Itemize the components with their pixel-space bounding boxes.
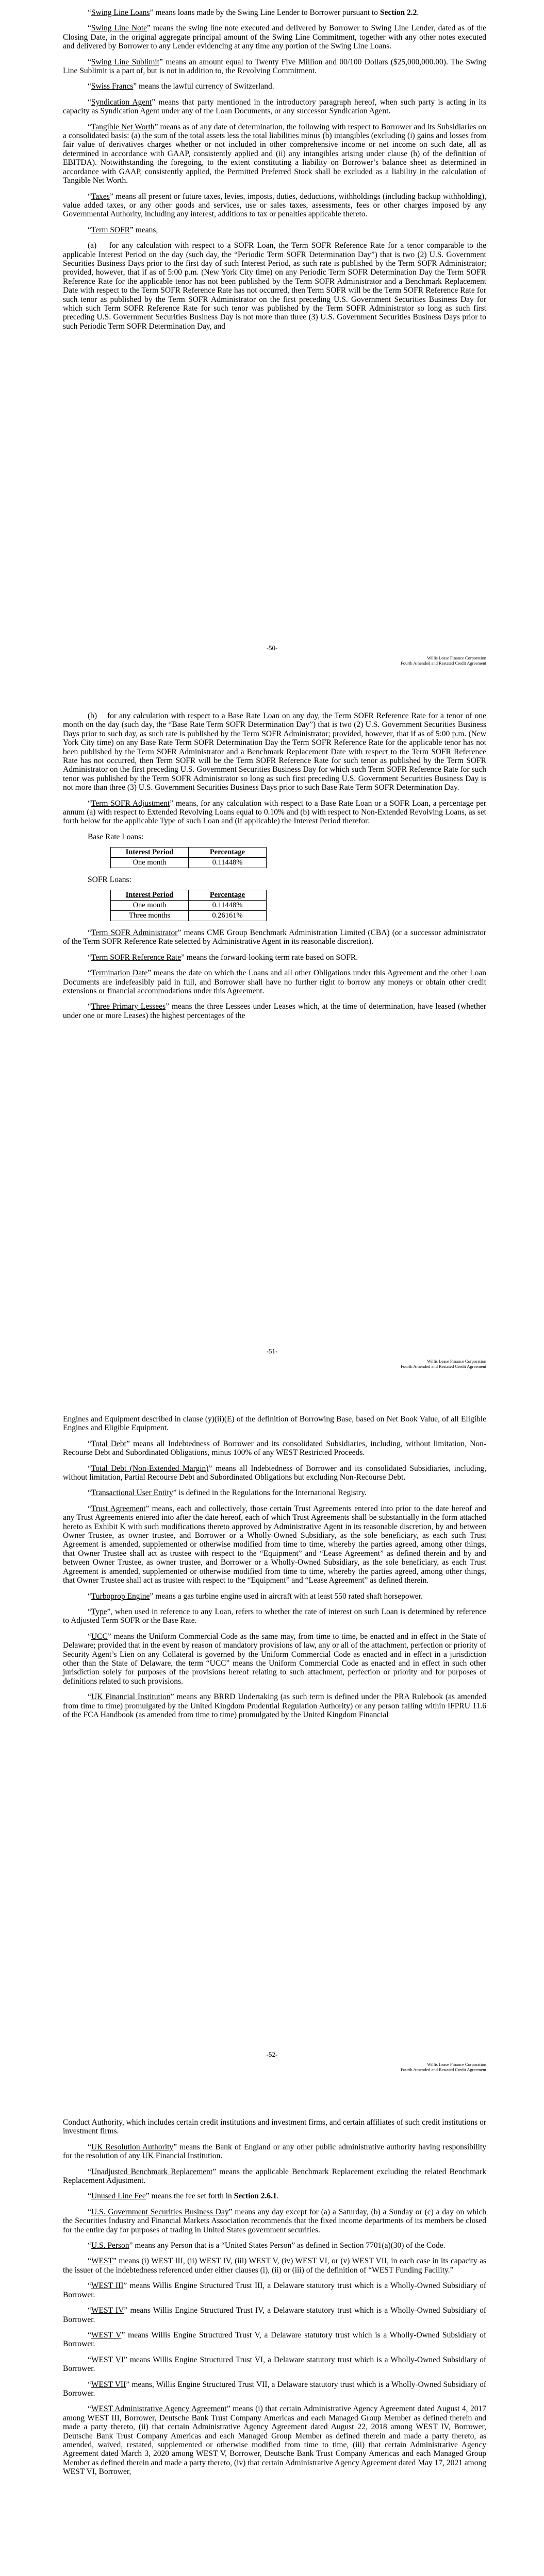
definition: “Term SOFR” means, <box>88 225 158 234</box>
page-footer <box>401 1359 486 1369</box>
definition: “Unadjusted Benchmark Replacement” means the applicable Benchmark Replacement excluding the related Benchmark Replacement Adjustment. <box>63 2167 486 2185</box>
definition: “WEST IV” means Willis Engine Structured Trust IV, a Delaware statutory trust which is a Wholly-Owned Subsidiary of Borrower. <box>63 2306 486 2324</box>
sub-paragraph <box>63 241 486 331</box>
defined-term: WEST VI <box>91 2355 124 2364</box>
definition: “Type”, when used in reference to any Loan, refers to whether the rate of interest on such Loan is determined by reference to Adjusted Term SOFR or the Base Rate. <box>63 1607 486 1625</box>
definition: “U.S. Government Securities Business Day” means any day except for (a) a Saturday, (b) a Sunday or (c) a day on which the Securities Industry and Financial Markets Association recommends that the fixed income departments of its members be closed for the entire day for purposes of trading in United States government securities. <box>63 2207 487 2234</box>
defined-term: Term SOFR Administrator <box>91 928 178 937</box>
definition-end: . <box>417 8 419 17</box>
defined-term: Swing Line Sublimit <box>91 57 160 66</box>
defined-term: Swing Line Note <box>91 24 147 33</box>
table-header-row <box>111 847 267 857</box>
table-cell: 0.11448% <box>189 900 267 910</box>
defined-term: WEST Administrative Agency Agreement <box>91 2404 227 2414</box>
paragraph-text: Conduct Authority, which includes certain credit institutions and investment firms, and certain affiliates of such credit institutions or investment firms. <box>63 2118 486 2136</box>
section-reference: Section 2.2 <box>380 8 417 17</box>
sub-paragraph <box>63 711 486 792</box>
table-label: Base Rate Loans: <box>88 832 144 841</box>
table-header-cell: Percentage <box>189 890 267 900</box>
page-footer <box>401 2062 486 2072</box>
definition: “WEST” means (i) WEST III, (ii) WEST IV, (iii) WEST V, (iv) WEST VI, or (v) WEST VII, in each case in its capacity as the issuer of the indebtedness referenced under either clauses (i), (ii) or (iii) of the definition of “WEST Funding Facility.” <box>63 2257 486 2275</box>
definition-text: is defined in the Regulations for the International Registry. <box>176 1488 367 1498</box>
footer-line: Willis Lease Finance Corporation <box>427 655 486 660</box>
definition-text: means any BRRD Undertaking (as such term is defined under the PRA Rulebook (as amended from time to time) promulgated by the United Kingdom Prudential Regulation Authority) or any person falling within IFPRU 11.6 of the FCA Handbook (as amended from time to time) promulgated by the United Kingdom Financial <box>63 1692 486 1719</box>
page <box>0 1406 544 2110</box>
definition-text: means Willis Engine Structured Trust V, a Delaware statutory trust which is a Wholly-Owned Subsidiary of Borrower. <box>63 2330 486 2349</box>
definition-text: means (i) WEST III, (ii) WEST IV, (iii) WEST V, (iv) WEST VI, or (v) WEST VII, in each case in its capacity as the issuer of the indebtedness referenced under either clauses (i), (ii) or (iii) of the definition of “WEST Funding Facility.” <box>63 2257 486 2275</box>
definition-text: means Willis Engine Structured Trust III, a Delaware statutory trust which is a Wholly-Owned Subsidiary of Borrower. <box>63 2281 486 2299</box>
definition-text: means the swing line note executed and delivered by Borrower to Swing Line Lender, dated as of the Closing Date, in the original aggregate principal amount of the Swing Line Commitment, together with any other notes executed and delivered by Borrower to any Lender evidencing at any time any portion of the Swing Line Loans. <box>63 24 486 51</box>
defined-term: U.S. Person <box>91 2241 129 2250</box>
page <box>0 0 544 703</box>
definition-text: means, for any calculation with respect to a Base Rate Loan or a SOFR Loan, a percentage per annum (a) with respect to Extended Revolving Loans equal to 0.10% and (b) with respect to Non-Extended Revolving Loans, as set forth below for the applicable Type of such Loan and (if applicable) the Interest Period therefor: <box>63 799 486 826</box>
definition: “Turboprop Engine” means a gas turbine engine used in aircraft with at least 550 rated shaft horsepower. <box>88 1591 423 1601</box>
defined-term: Transactional User Entity <box>91 1488 173 1498</box>
definition: “U.S. Person” means any Person that is a “United States Person” as defined in Section 7701(a)(30) of the Code. <box>88 2241 446 2250</box>
definition: “Termination Date” means the date on which the Loans and all other Obligations under this Agreement and the other Loan Documents are indefeasibly paid in full, and Borrower shall have no further right to borrow any moneys or obtain other credit extensions or financial accommodations under this Agreement. <box>63 969 487 995</box>
definition-text: means all Indebtedness of Borrower and its consolidated Subsidiaries, including, without limitation, Partial Recourse Debt and Subordinated Obligations but excluding Non-Recourse Debt. <box>63 1464 486 1482</box>
table-cell: 0.11448% <box>189 857 267 868</box>
definition-text: means the lawful currency of Switzerland. <box>137 82 274 91</box>
page-footer <box>401 655 486 666</box>
sub-paragraph-text: (b) for any calculation with respect to a Base Rate Loan on any day, the Term SOFR Reference Rate for a tenor of one month on the day (such day, the “Base Rate Term SOFR Determination Day”) that is two (2) U.S. Government Securities Business Days prior to such day, as such rate is published by the Term SOFR Administrator; provided, however, that if as of 5:00 p.m. (New York City time) on any Base Rate Term SOFR Determination Day the Term SOFR Reference Rate for the applicable tenor has not been published by the Term SOFR Administrator and a Benchmark Replacement Date with respect to the Term SOFR Reference Rate has not occurred, then Term SOFR will be the Term SOFR Reference Rate for such tenor as published by the Term SOFR Administrator on the first preceding U.S. Government Securities Business Day for which such Term SOFR Reference Rate for such tenor was published by the Term SOFR Administrator so long as such first preceding U.S. Government Securities Business Day is not more than three (3) U.S. Government Securities Business Days prior to such Base Rate Term SOFR Determination Day. <box>63 711 486 792</box>
defined-term: WEST <box>91 2257 113 2266</box>
definition-end: . <box>276 2192 279 2201</box>
defined-term: WEST IV <box>91 2306 124 2315</box>
defined-term: Total Debt (Non-Extended Margin) <box>91 1464 209 1473</box>
defined-term: UCC <box>91 1632 108 1641</box>
defined-term: UK Financial Institution <box>91 1692 171 1702</box>
rate-table <box>110 890 267 921</box>
defined-term: Termination Date <box>91 969 148 978</box>
table-header-cell: Percentage <box>189 847 267 857</box>
defined-term: Turboprop Engine <box>91 1591 150 1601</box>
definition: “Unused Line Fee” means the fee set forth in Section 2.6.1. <box>88 2192 279 2201</box>
table-cell: One month <box>111 857 189 868</box>
rate-table <box>110 847 267 868</box>
table-header-cell: Interest Period <box>111 890 189 900</box>
definition-text: means (i) that certain Administrative Agency Agreement dated August 4, 2017 among WEST III, Borrower, Deutsche Bank Trust Company Americas and each Managed Group Member as defined therein and made a party thereto, (ii) that certain Administrative Agency Agreement dated August 22, 2018 among WEST IV, Borrower, Deutsche Bank Trust Company Americas and each Managed Group Member as defined therein and made a party thereto, as amended, waived, restated, supplemented or otherwise modified from time to time, (iii) that certain Administrative Agency Agreement dated March 3, 2020 among WEST V, Borrower, Deutsche Bank Trust Company Americas and each Managed Group Member as defined therein and made a party thereto, (iv) that certain Administrative Agency Agreement dated May 17, 2021 among WEST VI, Borrower, <box>63 2404 487 2477</box>
page <box>0 703 544 1406</box>
definition: “WEST VII” means, Willis Engine Structured Trust VII, a Delaware statutory trust which is a Wholly-Owned Subsidiary of Borrower. <box>63 2380 486 2398</box>
defined-term: WEST V <box>91 2330 122 2340</box>
definition: “WEST Administrative Agency Agreement” means (i) that certain Administrative Agency Agreement dated August 4, 2017 among WEST III, Borrower, Deutsche Bank Trust Company Americas and each Managed Group Member as defined therein and made a party thereto, (ii) that certain Administrative Agency Agreement dated August 22, 2018 among WEST IV, Borrower, Deutsche Bank Trust Company Americas and each Managed Group Member as defined therein and made a party thereto, as amended, waived, restated, supplemented or otherwise modified from time to time, (iii) that certain Administrative Agency Agreement dated March 3, 2020 among WEST V, Borrower, Deutsche Bank Trust Company Americas and each Managed Group Member as defined therein and made a party thereto, (iv) that certain Administrative Agency Agreement dated May 17, 2021 among WEST VI, Borrower, <box>63 2404 487 2477</box>
continued-paragraph <box>63 2118 486 2136</box>
definition-text: means the three Lessees under Leases which, at the time of determination, have leased (whether under one or more Leases) the highest percentages of the <box>63 1002 487 1020</box>
defined-term: Term SOFR <box>91 225 130 234</box>
definition: “WEST VI” means Willis Engine Structured Trust VI, a Delaware statutory trust which is a Wholly-Owned Subsidiary of Borrower. <box>63 2355 486 2374</box>
page-number: -50- <box>266 644 278 652</box>
definition-text: means CME Group Benchmark Administration Limited (CBA) (or a successor administrator of the Term SOFR Reference Rate selected by Administrative Agent in its reasonable discretion). <box>63 928 486 946</box>
definition-text: ”, when used in reference to any Loan, refers to whether the rate of interest on such Loan is determined by reference to Adjusted Term SOFR or the Base Rate. <box>63 1607 486 1625</box>
table-cell: One month <box>111 900 189 910</box>
definition: “Syndication Agent” means that party mentioned in the introductory paragraph hereof, when such party is acting in its capacity as Syndication Agent under any of the Loan Documents, or any successor Syndication Agent. <box>63 97 486 116</box>
page <box>0 2110 544 2576</box>
defined-term: Trust Agreement <box>91 1504 146 1513</box>
section-reference: Section 2.6.1 <box>234 2192 277 2201</box>
definition: “Swing Line Loans” means loans made by the Swing Line Lender to Borrower pursuant to Section 2.2. <box>88 8 419 17</box>
definition-text: means, each and collectively, those certain Trust Agreements entered into prior to the date hereof and any Trust Agreements entered into after the date hereof, each of which Trust Agreements shall be substantially in the form attached hereto as Exhibit K with such modifications thereto approved by Administrative Agent in its reasonable discretion, by and between Owner Trustee, as owner trustee, and Borrower or a Wholly-Owned Subsidiary, as the sole beneficiary, as each such Trust Agreement is amended, supplemented or otherwise modified from time to time, whereby the parties agreed, among other things, that Owner Trustee shall act as trustee with respect to the “Equipment” and “Lease Agreement” as defined therein and by and between Owner Trustee, as owner trustee, and Borrower or a Wholly-Owned Subsidiary, as the sole beneficiary, as each Trust Agreement is amended, supplemented or otherwise modified from time to time, whereby the parties agreed, among other things, that Owner Trustee shall act as trustee with respect to the “Equipment” and “Lease Agreement” as defined therein. <box>63 1504 486 1585</box>
definition-text: means all Indebtedness of Borrower and its consolidated Subsidiaries, including, without limitation, Non-Recourse Debt and Subordinated Obligations, minus 100% of any WEST Restricted Proceeds. <box>63 1439 487 1458</box>
table-header-cell: Interest Period <box>111 847 189 857</box>
definition: “Term SOFR Reference Rate” means the forward-looking term rate based on SOFR. <box>88 953 358 962</box>
footer-line: Fourth Amended and Restated Credit Agreement <box>401 1364 486 1369</box>
definition-text: means loans made by the Swing Line Lender to Borrower pursuant to <box>153 8 380 17</box>
definition: “Three Primary Lessees” means the three Lessees under Leases which, at the time of determination, have leased (whether under one or more Leases) the highest percentages of the <box>63 1002 487 1020</box>
defined-term: Swiss Francs <box>91 82 134 91</box>
table-cell: Three months <box>111 910 189 921</box>
table-header-row <box>111 890 267 900</box>
definition: “Swiss Francs” means the lawful currency of Switzerland. <box>88 82 274 91</box>
footer-line: Willis Lease Finance Corporation <box>427 2062 486 2067</box>
definition-text: means an amount equal to Twenty Five Million and 00/100 Dollars ($25,000,000.00). The Swing Line Sublimit is a part of, but is not in addition to, the Revolving Commitment. <box>63 57 486 76</box>
defined-term: Taxes <box>91 192 110 201</box>
definition-text: means that party mentioned in the introductory paragraph hereof, when such party is acting in its capacity as Syndication Agent under any of the Loan Documents, or any successor Syndication Agent. <box>63 97 486 116</box>
definition: “UK Resolution Authority” means the Bank of England or any other public administrative authority having responsibility for the resolution of any UK Financial Institution. <box>63 2142 486 2161</box>
defined-term: UK Resolution Authority <box>91 2142 174 2151</box>
defined-term: WEST III <box>91 2281 124 2291</box>
definition-text: means the forward-looking term rate based on SOFR. <box>184 953 358 962</box>
defined-term: Swing Line Loans <box>91 8 150 17</box>
definition-text: means all present or future taxes, levies, imposts, duties, deductions, withholdings (including backup withholding), value added taxes, or any other goods and services, use or sales taxes, assessments, fees or other charges imposed by any Governmental Authority, including any interest, additions to tax or penalties applicable thereto. <box>63 192 486 219</box>
definition-text: means Willis Engine Structured Trust IV, a Delaware statutory trust which is a Wholly-Owned Subsidiary of Borrower. <box>63 2306 486 2324</box>
definition-text: means any day except for (a) a Saturday, (b) a Sunday or (c) a day on which the Securities Industry and Financial Markets Association recommends that the fixed income departments of its members be closed for the entire day for purposes of trading in United States government securities. <box>63 2207 487 2234</box>
definition: “Taxes” means all present or future taxes, levies, imposts, duties, deductions, withholdings (including backup withholding), value added taxes, or any other goods and services, use or sales taxes, assessments, fees or other charges imposed by any Governmental Authority, including any interest, additions to tax or penalties applicable thereto. <box>63 192 486 219</box>
definition: “WEST III” means Willis Engine Structured Trust III, a Delaware statutory trust which is a Wholly-Owned Subsidiary of Borrower. <box>63 2281 486 2299</box>
defined-term: Unadjusted Benchmark Replacement <box>91 2167 213 2176</box>
defined-term: WEST VII <box>91 2380 126 2389</box>
footer-line: Willis Lease Finance Corporation <box>427 1359 486 1364</box>
definition-text: means, <box>133 225 158 234</box>
definition: “Swing Line Note” means the swing line note executed and delivered by Borrower to Swing Line Lender, dated as of the Closing Date, in the original aggregate principal amount of the Swing Line Commitment, together with any other notes executed and delivered by Borrower to any Lender evidencing at any time any portion of the Swing Line Loans. <box>63 24 486 51</box>
defined-term: U.S. Government Securities Business Day <box>91 2207 229 2216</box>
defined-term: Unused Line Fee <box>91 2192 146 2201</box>
table-cell: 0.26161% <box>189 910 267 921</box>
defined-term: Total Debt <box>91 1439 126 1448</box>
definition: “Term SOFR Adjustment” means, for any calculation with respect to a Base Rate Loan or a SOFR Loan, a percentage per annum (a) with respect to Extended Revolving Loans equal to 0.10% and (b) with respect to Non-Extended Revolving Loans, as set forth below for the applicable Type of such Loan and (if applicable) the Interest Period therefor: <box>63 799 486 826</box>
definition-text: means the applicable Benchmark Replacement excluding the related Benchmark Replacement Adjustment. <box>63 2167 486 2185</box>
definition-text: means a gas turbine engine used in aircraft with at least 550 rated shaft horsepower. <box>153 1591 423 1601</box>
definition: “Trust Agreement” means, each and collectively, those certain Trust Agreements entered into prior to the date hereof and any Trust Agreements entered into after the date hereof, each of which Trust Agreements shall be substantially in the form attached hereto as Exhibit K with such modifications thereto approved by Administrative Agent in its reasonable discretion, by and between Owner Trustee, as owner trustee, and Borrower or a Wholly-Owned Subsidiary, as the sole beneficiary, as each such Trust Agreement is amended, supplemented or otherwise modified from time to time, whereby the parties agreed, among other things, that Owner Trustee shall act as trustee with respect to the “Equipment” and “Lease Agreement” as defined therein and by and between Owner Trustee, as owner trustee, and Borrower or a Wholly-Owned Subsidiary, as the sole beneficiary, as each Trust Agreement is amended, supplemented or otherwise modified from time to time, whereby the parties agreed, among other things, that Owner Trustee shall act as trustee with respect to the “Equipment” and “Lease Agreement” as defined therein. <box>63 1504 486 1585</box>
defined-term: Term SOFR Adjustment <box>91 799 170 808</box>
defined-term: Tangible Net Worth <box>91 122 155 131</box>
footer-line: Fourth Amended and Restated Credit Agreement <box>401 660 486 666</box>
definition-text: means Willis Engine Structured Trust VI, a Delaware statutory trust which is a Wholly-Owned Subsidiary of Borrower. <box>63 2355 486 2374</box>
definition-text: means the Bank of England or any other public administrative authority having responsibility for the resolution of any UK Financial Institution. <box>63 2142 486 2161</box>
footer-line: Fourth Amended and Restated Credit Agreement <box>401 2067 486 2072</box>
defined-term: Three Primary Lessees <box>91 1002 166 1011</box>
table-label: SOFR Loans: <box>88 875 131 884</box>
definition: “Term SOFR Administrator” means CME Group Benchmark Administration Limited (CBA) (or a successor administrator of the Term SOFR Reference Rate selected by Administrative Agent in its reasonable discretion). <box>63 928 486 946</box>
definition: “WEST V” means Willis Engine Structured Trust V, a Delaware statutory trust which is a Wholly-Owned Subsidiary of Borrower. <box>63 2330 486 2349</box>
definition-text: means the date on which the Loans and all other Obligations under this Agreement and the other Loan Documents are indefeasibly paid in full, and Borrower shall have no further right to borrow any moneys or obtain other credit extensions or financial accommodations under this Agreement. <box>63 969 487 995</box>
definition: “Transactional User Entity” is defined in the Regulations for the International Registry. <box>88 1488 367 1498</box>
paragraph-text: Engines and Equipment described in clause (y)(ii)(E) of the definition of Borrowing Base, based on Net Book Value, of all Eligible Engines and Eligible Equipment. <box>63 1415 486 1433</box>
definition: “UCC” means the Uniform Commercial Code as the same may, from time to time, be enacted and in effect in the State of Delaware; provided that in the event by reason of mandatory provisions of law, any or all of the attachment, perfection or priority of Security Agent’s Lien on any Collateral is governed by the Uniform Commercial Code as enacted and in effect in a jurisdiction other than the State of Delaware, the term “UCC” means the Uniform Commercial Code as enacted and in effect in such other jurisdiction solely for purposes of the provisions hereof relating to such attachment, perfection or priority and for purposes of definitions related to such provisions. <box>63 1632 486 1686</box>
table-row <box>111 900 267 910</box>
definition: “Swing Line Sublimit” means an amount equal to Twenty Five Million and 00/100 Dollars ($25,000,000.00). The Swing Line Sublimit is a part of, but is not in addition to, the Revolving Commitment. <box>63 57 486 76</box>
definition-text: means any Person that is a “United States Person” as defined in Section 7701(a)(30) of the Code. <box>133 2241 446 2250</box>
definition-text: means the fee set forth in <box>149 2192 234 2201</box>
definition: “Tangible Net Worth” means as of any date of determination, the following with respect to Borrower and its Subsidiaries on a consolidated basis: (a) the sum of the total assets less the total liabilities minus (b) intangibles (excluding (i) gains and losses from fair value of derivatives charges whether or not included in other comprehensive income or net income on such date, all as determined in accordance with GAAP, consistently applied and (ii) any intangibles arising under clause (h) of the definition of EBITDA). Notwithstanding the foregoing, to the extent constituting a liability on Borrower’s balance sheet as determined in accordance with GAAP, consistently applied, the Permitted Preferred Stock shall be excluded as a liability in the calculation of Tangible Net Worth. <box>63 122 486 185</box>
definition-text: means, Willis Engine Structured Trust VII, a Delaware statutory trust which is a Wholly-Owned Subsidiary of Borrower. <box>63 2380 486 2398</box>
definition: “UK Financial Institution” means any BRRD Undertaking (as such term is defined under the PRA Rulebook (as amended from time to time) promulgated by the United Kingdom Prudential Regulation Authority) or any person falling within IFPRU 11.6 of the FCA Handbook (as amended from time to time) promulgated by the United Kingdom Financial <box>63 1692 486 1719</box>
defined-term: Type <box>91 1607 107 1616</box>
defined-term: Term SOFR Reference Rate <box>91 953 181 962</box>
table-row <box>111 910 267 921</box>
page-number: -51- <box>266 1347 278 1355</box>
defined-term: Syndication Agent <box>91 97 152 107</box>
definition: “Total Debt (Non-Extended Margin)” means all Indebtedness of Borrower and its consolidated Subsidiaries, including, without limitation, Partial Recourse Debt and Subordinated Obligations but excluding Non-Recourse Debt. <box>63 1464 486 1482</box>
sub-paragraph-text: (a) for any calculation with respect to a SOFR Loan, the Term SOFR Reference Rate for a tenor comparable to the applicable Interest Period on the day (such day, the “Periodic Term SOFR Determination Day”) that is two (2) U.S. Government Securities Business Days prior to the first day of such Interest Period, as such rate is published by the Term SOFR Administrator; provided, however, that if as of 5:00 p.m. (New York City time) on any Periodic Term SOFR Determination Day the Term SOFR Reference Rate for the applicable tenor has not been published by the Term SOFR Administrator and a Benchmark Replacement Date with respect to the Term SOFR Reference Rate has not occurred, then Term SOFR will be the Term SOFR Reference Rate for such tenor as published by the Term SOFR Administrator on the first preceding U.S. Government Securities Business Day for which such Term SOFR Reference Rate for such tenor was published by the Term SOFR Administrator so long as such first preceding U.S. Government Securities Business Day is not more than three (3) U.S. Government Securities Business Days prior to such Periodic Term SOFR Determination Day, and <box>63 241 486 331</box>
table-row <box>111 857 267 868</box>
continued-paragraph <box>63 1415 486 1433</box>
definition-text: means the Uniform Commercial Code as the same may, from time to time, be enacted and in effect in the State of Delaware; provided that in the event by reason of mandatory provisions of law, any or all of the attachment, perfection or priority of Security Agent’s Lien on any Collateral is governed by the Uniform Commercial Code as enacted and in effect in a jurisdiction other than the State of Delaware, the term “UCC” means the Uniform Commercial Code as enacted and in effect in such other jurisdiction solely for purposes of the provisions hereof relating to such attachment, perfection or priority and for purposes of definitions related to such provisions. <box>63 1632 486 1686</box>
definition-text: means as of any date of determination, the following with respect to Borrower and its Subsidiaries on a consolidated basis: (a) the sum of the total assets less the total liabilities minus (b) intangibles (excluding (i) gains and losses from fair value of derivatives charges whether or not included in other comprehensive income or net income on such date, all as determined in accordance with GAAP, consistently applied and (ii) any intangibles arising under clause (h) of the definition of EBITDA). Notwithstanding the foregoing, to the extent constituting a liability on Borrower’s balance sheet as determined in accordance with GAAP, consistently applied, the Permitted Preferred Stock shall be excluded as a liability in the calculation of Tangible Net Worth. <box>63 122 486 185</box>
page-number: -52- <box>266 2050 278 2058</box>
definition: “Total Debt” means all Indebtedness of Borrower and its consolidated Subsidiaries, including, without limitation, Non-Recourse Debt and Subordinated Obligations, minus 100% of any WEST Restricted Proceeds. <box>63 1439 487 1458</box>
